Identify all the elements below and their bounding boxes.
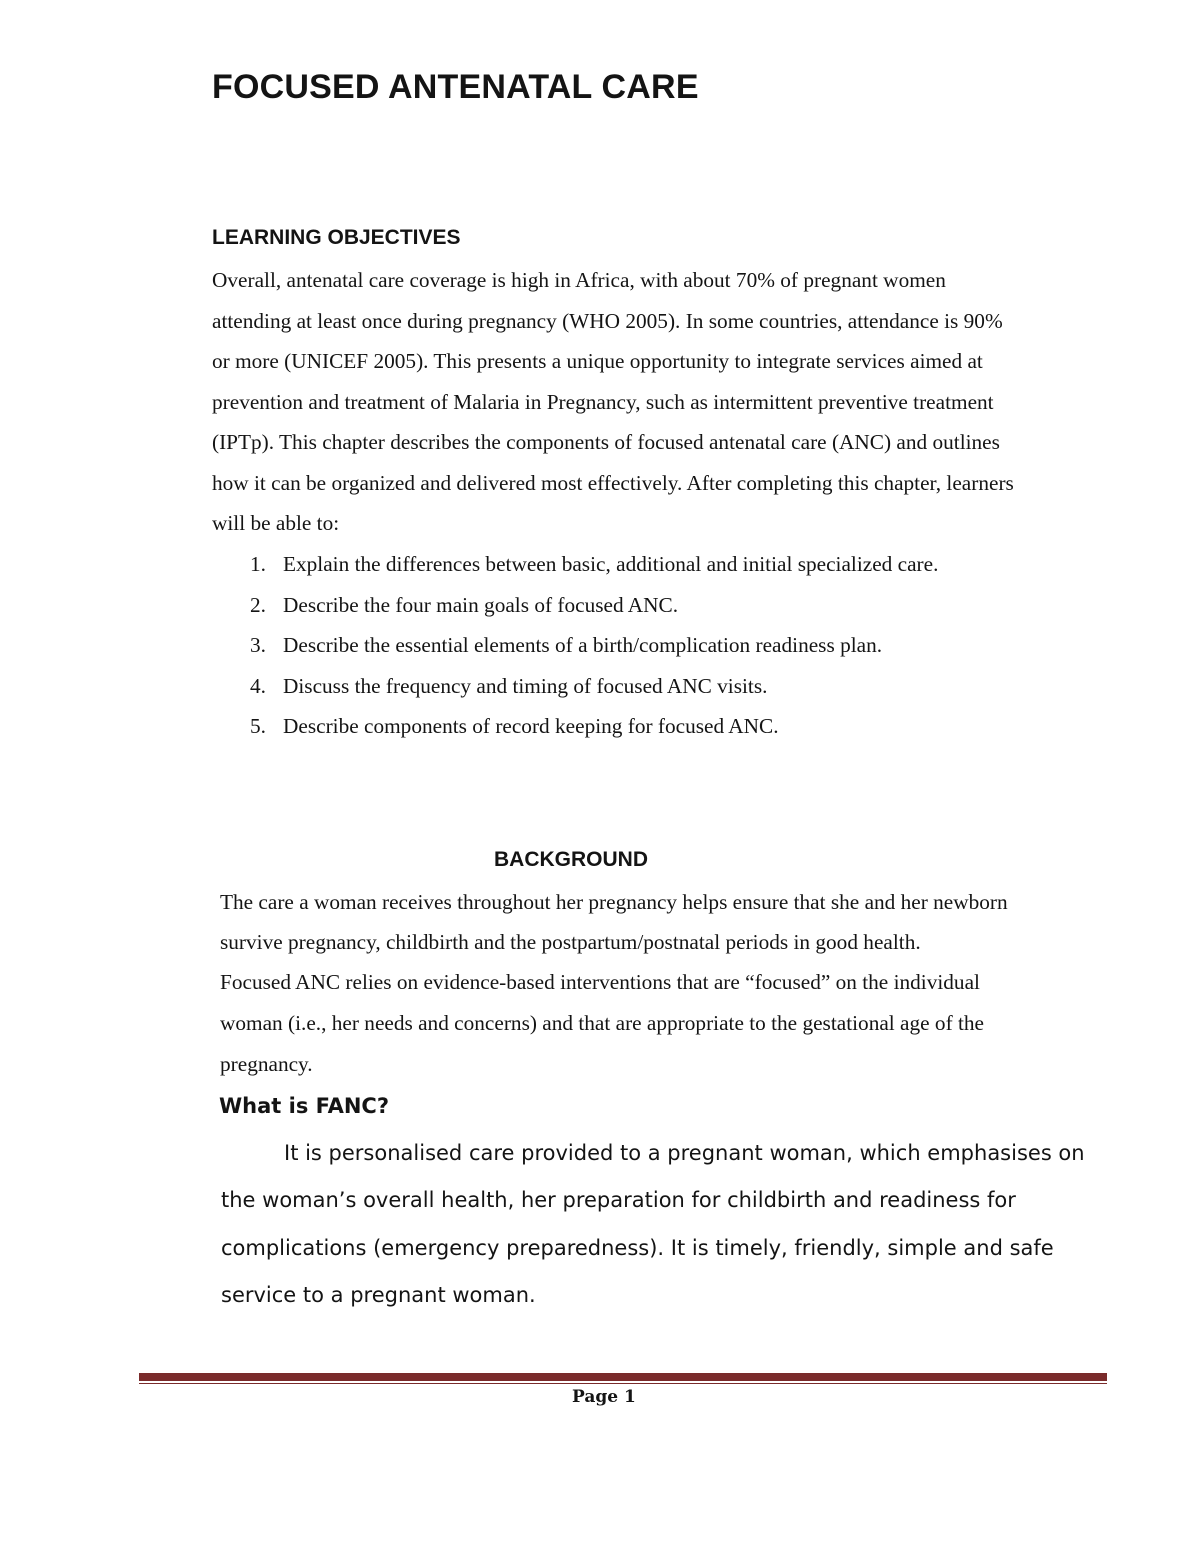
paragraph-line: attending at least once during pregnancy (WHO 2005). In some countries, attendance is 90% (212, 309, 1003, 333)
list-item-text: Explain the differences between basic, additional and initial specialized care. (283, 552, 939, 576)
paragraph-line: woman (i.e., her needs and concerns) and that are appropriate to the gestational age of the (220, 1011, 985, 1035)
paragraph-line: Overall, antenatal care coverage is high in Africa, with about 70% of pregnant women (212, 268, 946, 292)
paragraph-line: pregnancy. (220, 1052, 313, 1076)
learning-objectives-heading: LEARNING OBJECTIVES (212, 226, 461, 249)
fanc-question-heading: What is FANC? (219, 1094, 389, 1118)
document-title: FOCUSED ANTENATAL CARE (212, 68, 699, 106)
paragraph-line: or more (UNICEF 2005). This presents a unique opportunity to integrate services aimed at (212, 349, 983, 373)
paragraph-line: survive pregnancy, childbirth and the postpartum/postnatal periods in good health. (220, 930, 921, 954)
list-item-number: 4. (250, 674, 266, 698)
paragraph-line: how it can be organized and delivered most effectively. After completing this chapter, learners (212, 471, 1014, 495)
list-item-number: 5. (250, 714, 266, 738)
paragraph-line: will be able to: (212, 511, 340, 535)
paragraph-line: complications (emergency preparedness). It is timely, friendly, simple and safe (221, 1236, 1054, 1260)
footer-divider-thin (139, 1383, 1107, 1384)
page-number: Page 1 (572, 1387, 636, 1407)
paragraph-line: (IPTp). This chapter describes the components of focused antenatal care (ANC) and outlines (212, 430, 1000, 454)
list-item-text: Discuss the frequency and timing of focused ANC visits. (283, 674, 768, 698)
list-item-number: 2. (250, 593, 266, 617)
list-item-text: Describe the essential elements of a birth/complication readiness plan. (283, 633, 883, 657)
list-item-text: Describe the four main goals of focused ANC. (283, 593, 679, 617)
paragraph-line: It is personalised care provided to a pregnant woman, which emphasises on (284, 1141, 1085, 1165)
paragraph-line: service to a pregnant woman. (221, 1283, 536, 1307)
footer-divider (139, 1373, 1107, 1381)
list-item-number: 1. (250, 552, 266, 576)
background-heading: BACKGROUND (494, 848, 648, 871)
paragraph-line: prevention and treatment of Malaria in Pregnancy, such as intermittent preventive treatment (212, 390, 994, 414)
paragraph-line: Focused ANC relies on evidence-based interventions that are “focused” on the individual (220, 970, 980, 994)
paragraph-line: The care a woman receives throughout her pregnancy helps ensure that she and her newborn (220, 890, 1008, 914)
list-item-number: 3. (250, 633, 266, 657)
list-item-text: Describe components of record keeping for focused ANC. (283, 714, 779, 738)
paragraph-line: the woman’s overall health, her preparation for childbirth and readiness for (221, 1188, 1016, 1212)
